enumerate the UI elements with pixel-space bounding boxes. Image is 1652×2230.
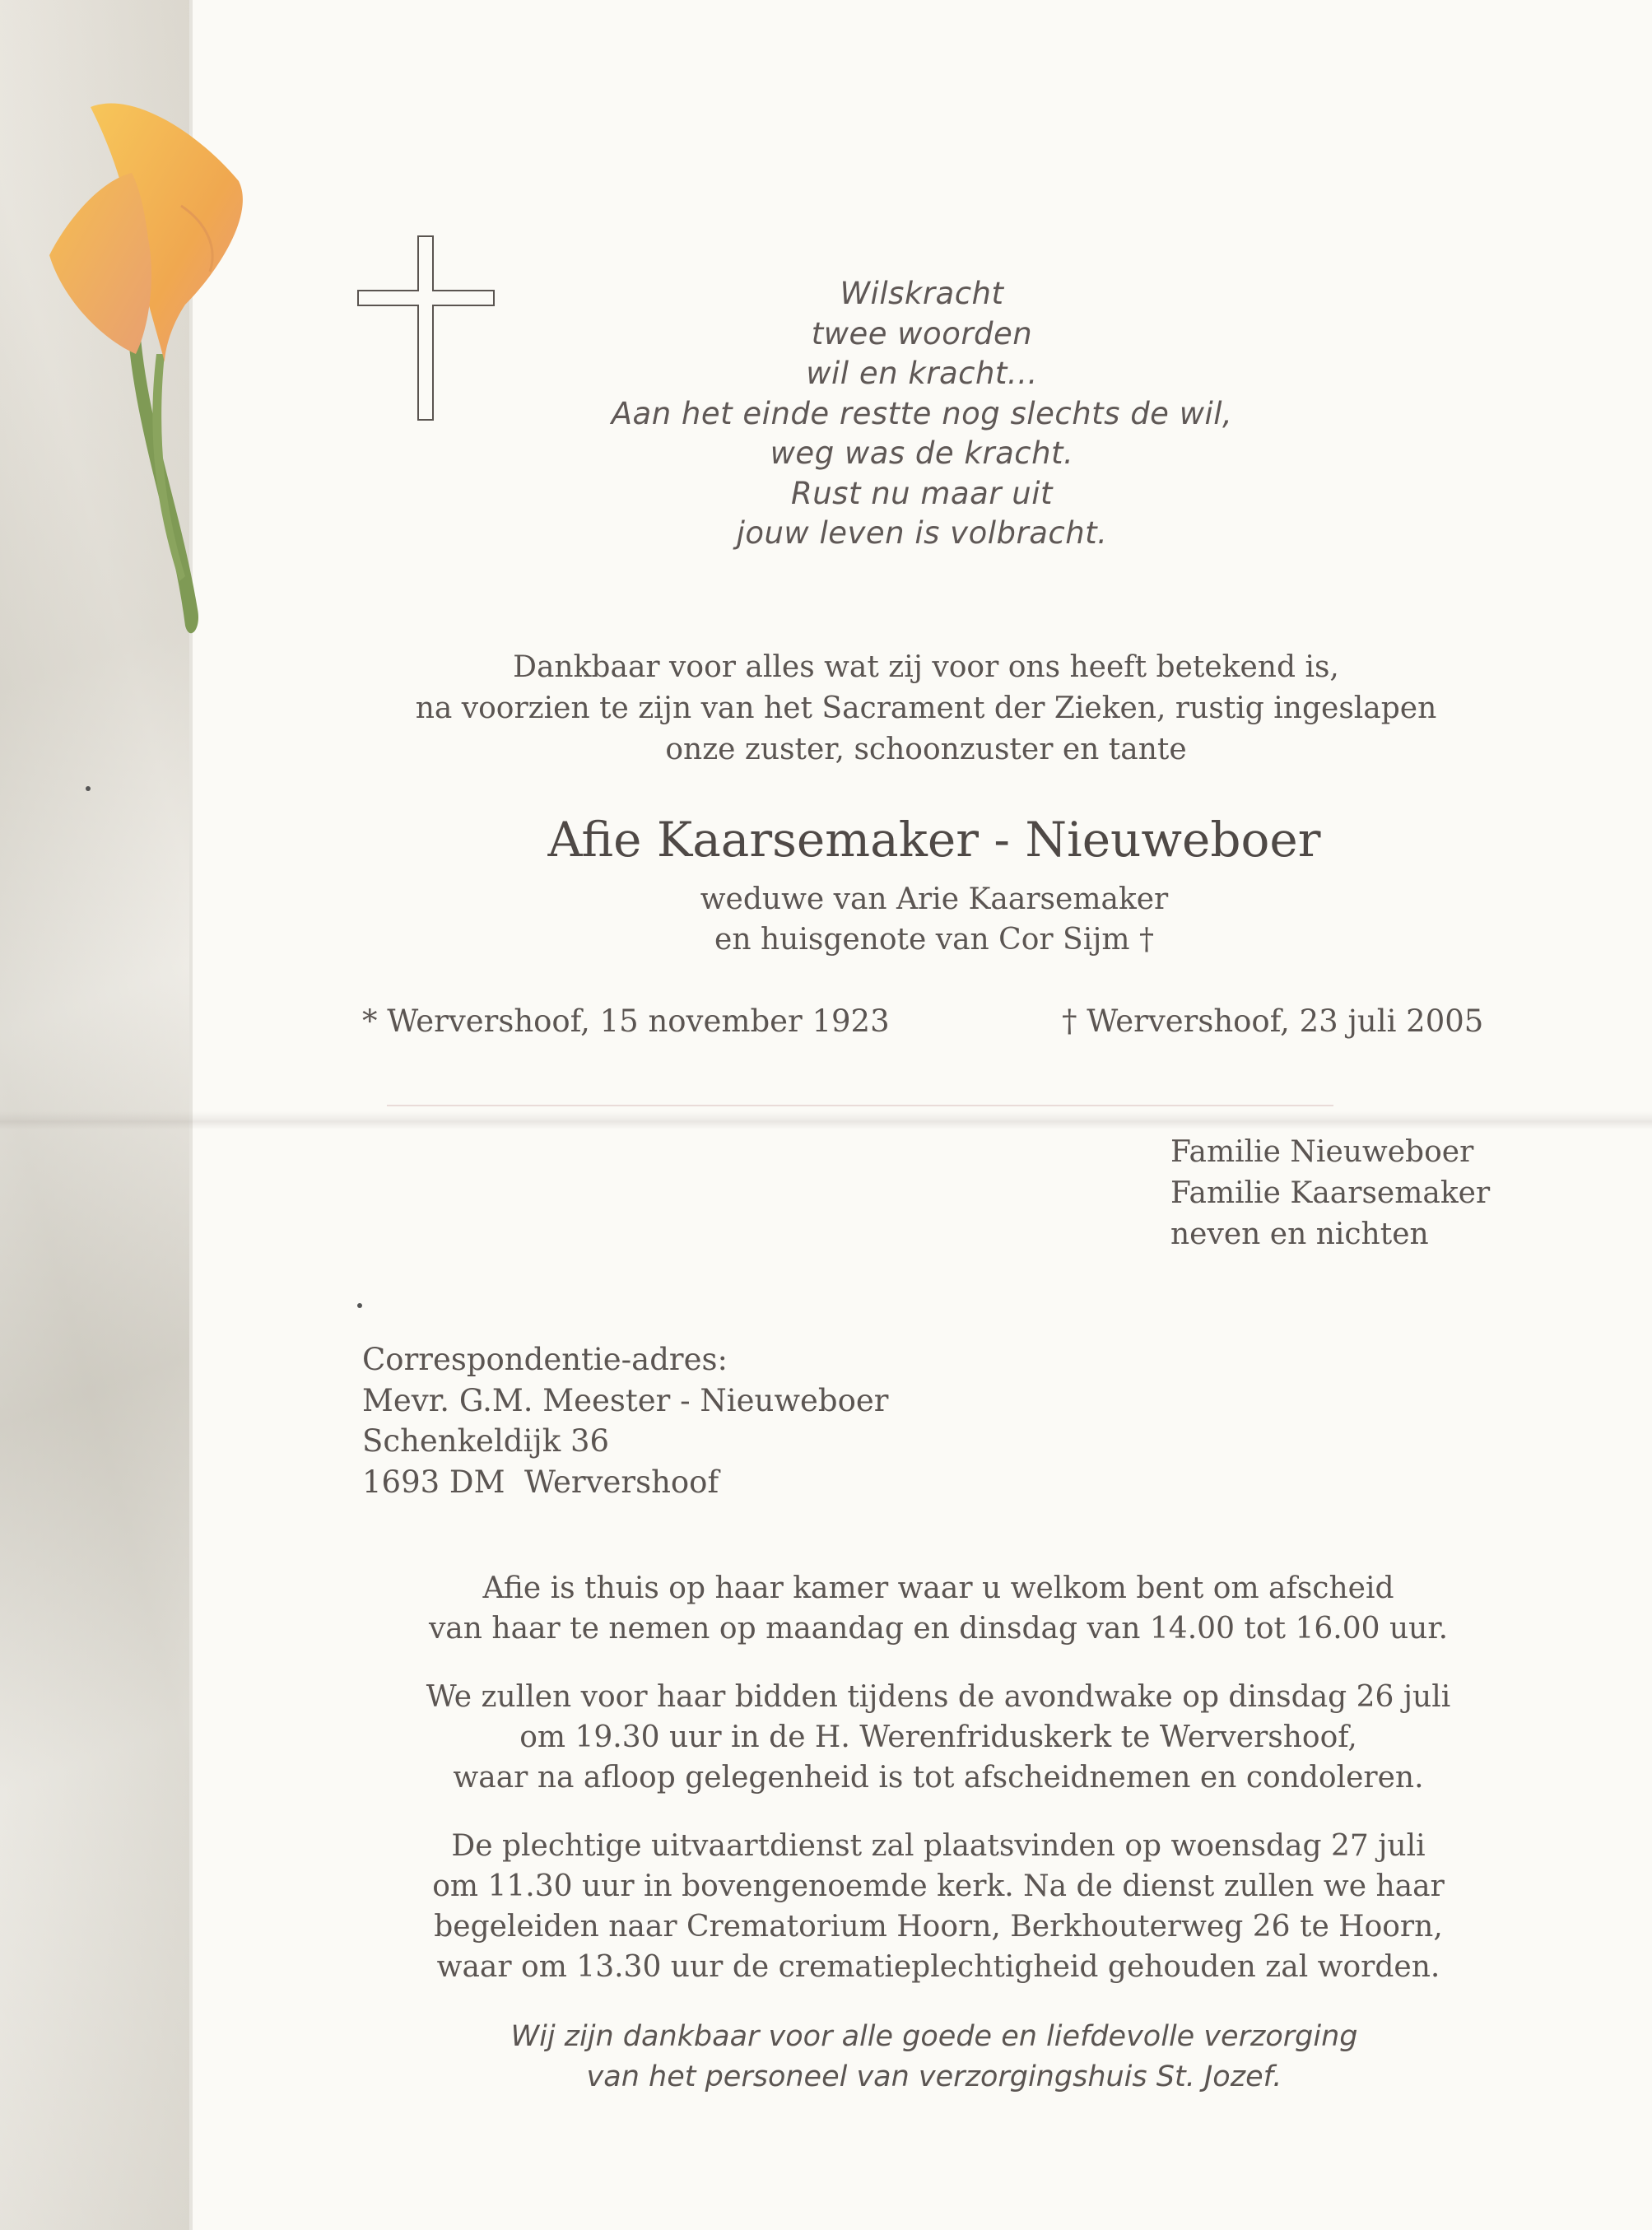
address-line: Schenkeldijk 36 — [362, 1423, 610, 1459]
paragraph-line: De plechtige uitvaartdienst zal plaatsvinden op woensdag 27 juli — [451, 1829, 1426, 1863]
deceased-relations — [535, 879, 1333, 960]
deceased-name: Afie Kaarsemaker - Nieuweboer — [547, 812, 1321, 868]
paragraph-line: Afie is thuis op haar kamer waar u welkom bent om afscheid — [482, 1571, 1394, 1605]
family-line: neven en nichten — [1170, 1217, 1429, 1251]
memorial-poem — [560, 274, 1284, 554]
paragraph-line: waar na afloop gelegenheid is tot afscheidnemen en condoleren. — [453, 1761, 1424, 1795]
paragraph-line: begeleiden naar Crematorium Hoorn, Berkhouterweg 26 te Hoorn, — [434, 1910, 1443, 1944]
relation-line: en huisgenote van Cor Sijm † — [714, 923, 1154, 957]
poem-line: wil en kracht... — [806, 356, 1038, 391]
card-fold — [0, 1111, 1652, 1129]
paragraph-line: om 19.30 uur in de H. Werenfriduskerk te Wervershoof, — [519, 1720, 1357, 1754]
paragraph-line: van haar te nemen op maandag en dinsdag van 14.00 tot 16.00 uur. — [428, 1612, 1449, 1646]
poem-line: Wilskracht — [840, 276, 1004, 311]
poem-line: weg was de kracht. — [770, 435, 1074, 471]
poem-line: jouw leven is volbracht. — [736, 515, 1108, 551]
vigil-paragraph — [354, 1677, 1523, 1798]
funeral-paragraph — [354, 1826, 1523, 1987]
death-date: † Wervershoof, 23 juli 2005 — [1062, 1003, 1484, 1039]
cross-icon — [354, 235, 498, 424]
address-line: Mevr. G.M. Meester - Nieuweboer — [362, 1382, 889, 1418]
family-line: Familie Kaarsemaker — [1170, 1176, 1491, 1210]
paragraph-line: om 11.30 uur in bovengenoemde kerk. Na de dienst zullen we haar — [432, 1869, 1445, 1903]
thanks-line: van het personeel van verzorgingshuis St. Jozef. — [586, 2060, 1282, 2093]
fold-line — [387, 1105, 1333, 1106]
family-line: Familie Nieuweboer — [1170, 1135, 1474, 1169]
calla-lily-illustration — [41, 82, 280, 650]
paragraph-line: waar om 13.30 uur de crematieplechtigheid gehouden zal worden. — [436, 1950, 1440, 1984]
paragraph-line: We zullen voor haar bidden tijdens de avondwake op dinsdag 26 juli — [426, 1680, 1451, 1714]
closing-thanks — [395, 2017, 1473, 2097]
correspondence-address — [362, 1339, 888, 1502]
poem-line: twee woorden — [811, 315, 1033, 351]
address-line: 1693 DM Wervershoof — [362, 1464, 719, 1500]
announcement-intro — [370, 647, 1482, 770]
intro-line: na voorzien te zijn van het Sacrament der Zieken, rustig ingeslapen — [415, 691, 1437, 725]
address-line: Correspondentie-adres: — [362, 1342, 728, 1377]
visiting-paragraph — [354, 1568, 1523, 1649]
speck — [357, 1303, 362, 1308]
family-signatures — [1170, 1132, 1490, 1255]
intro-line: onze zuster, schoonzuster en tante — [665, 733, 1187, 766]
speck — [86, 786, 91, 791]
relation-line: weduwe van Arie Kaarsemaker — [700, 882, 1169, 916]
poem-line: Rust nu maar uit — [791, 475, 1053, 511]
poem-line: Aan het einde restte nog slechts de wil, — [611, 395, 1233, 431]
intro-line: Dankbaar voor alles wat zij voor ons heeft betekend is, — [513, 650, 1339, 684]
thanks-line: Wij zijn dankbaar voor alle goede en liefdevolle verzorging — [510, 2020, 1358, 2053]
birth-date: * Wervershoof, 15 november 1923 — [362, 1003, 890, 1039]
